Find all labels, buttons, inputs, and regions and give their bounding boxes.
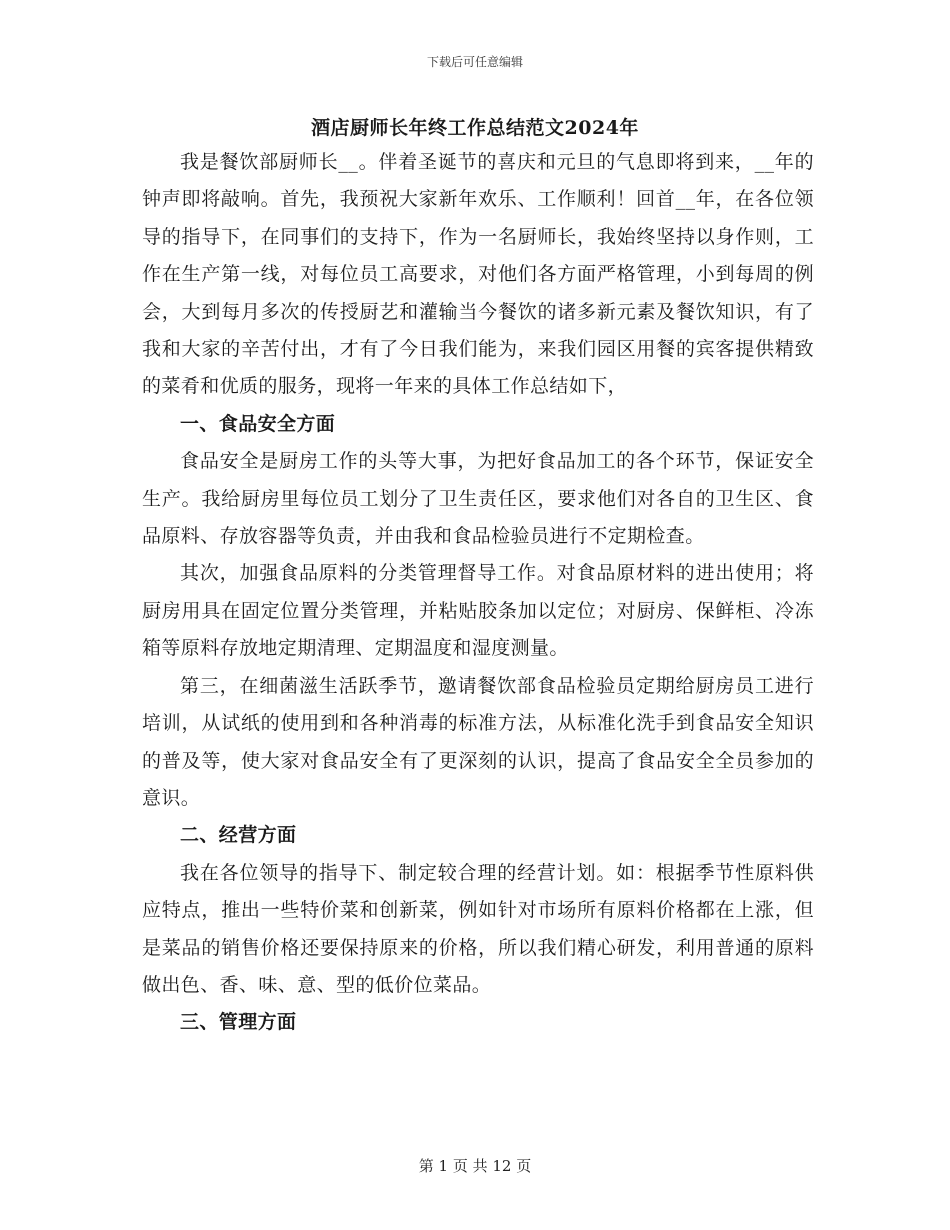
page-header-note: 下载后可任意编辑 [426,55,523,69]
document-title: 酒店厨师长年终工作总结范文2024年 [311,117,639,139]
food-safety-paragraph-1: 食品安全是厨房工作的头等大事，为把好食品加工的各个环节，保证安全生产。我给厨房里每位员工划分了卫生责任区，要求他们对各自的卫生区、食品原料、存放容器等负责，并由我和食品检验员进行不定期检查。 [142,450,814,548]
section-heading-operations: 二、经营方面 [180,824,297,847]
page-number: 第 1 页 共 12 页 [418,1157,532,1175]
food-safety-paragraph-2: 其次，加强食品原料的分类管理督导工作。对食品原材料的进出使用；将厨房用具在固定位置分类管理，并粘贴胶条加以定位；对厨房、保鲜柜、冷冻箱等原料存放地定期清理、定期温度和湿度测量。 [142,562,814,660]
document-body [142,144,814,1042]
intro-paragraph: 我是餐饮部厨师长__。伴着圣诞节的喜庆和元旦的气息即将到来，__年的钟声即将敲响。首先，我预祝大家新年欢乐、工作顺利！回首__年，在各位领导的指导下，在同事们的支持下，作为一名厨师长，我始终坚持以身作则，工作在生产第一线，对每位员工高要求，对他们各方面严格管理，小到每周的例会，大到每月多次的传授厨艺和灌输当今餐饮的诸多新元素及餐饮知识，有了我和大家的辛苦付出，才有了今日我们能为，来我们园区用餐的宾客提供精致的菜肴和优质的服务，现将一年来的具体工作总结如下， [142,151,814,398]
food-safety-paragraph-3: 第三，在细菌滋生活跃季节，邀请餐饮部食品检验员定期给厨房员工进行培训，从试纸的使用到和各种消毒的标准方法，从标准化洗手到食品安全知识的普及等，使大家对食品安全有了更深刻的认识，提高了食品安全全员参加的意识。 [142,674,814,809]
section-heading-management: 三、管理方面 [180,1011,297,1034]
operations-paragraph-1: 我在各位领导的指导下、制定较合理的经营计划。如：根据季节性原料供应特点，推出一些特价菜和创新菜，例如针对市场所有原料价格都在上涨，但是菜品的销售价格还要保持原来的价格，所以我们精心研发，利用普通的原料做出色、香、味、意、型的低价位菜品。 [142,861,814,996]
section-heading-food-safety: 一、食品安全方面 [180,412,336,435]
